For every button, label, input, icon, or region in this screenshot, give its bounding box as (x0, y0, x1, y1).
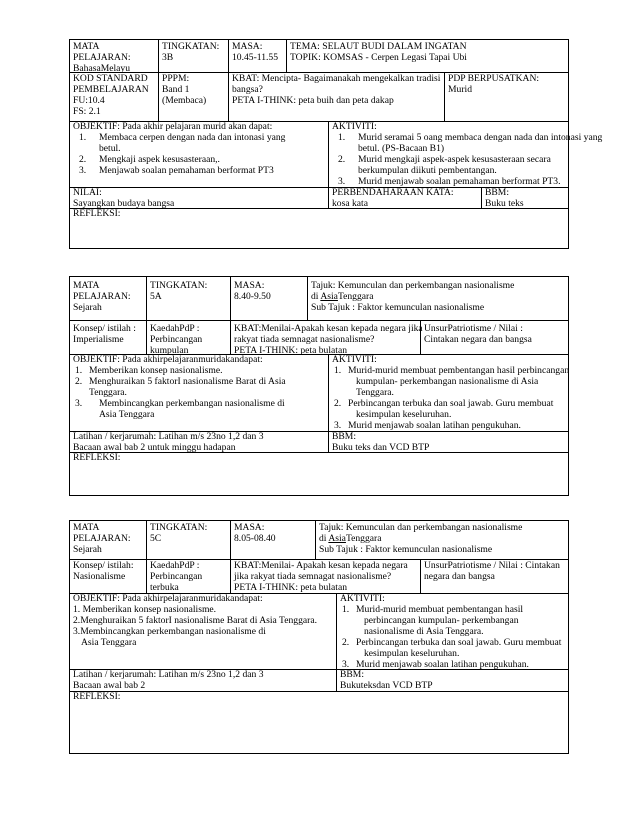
patriot-cell (421, 560, 570, 593)
text-line: Murid menjawab soalan latihan pengukuhan. (356, 659, 529, 670)
text-line: PPPM: (162, 73, 190, 84)
text-line: KOD STANDARD (73, 73, 148, 84)
text-line: di (319, 533, 329, 544)
text-line: kumpulan (150, 345, 189, 356)
text-line: Tenggara (337, 291, 374, 302)
text-line: UnsurPatriotisme / Nilai : (424, 323, 523, 334)
text-line: Menghuraikan 5 faktorI nasionalisme Barat di Asia (89, 376, 286, 387)
text-line: Murid mengkaji aspek-aspek kesusasteraan secara (358, 154, 551, 165)
list-item (332, 132, 603, 154)
text-line: 2. (338, 154, 346, 165)
text-line: AKTIVITI: (332, 121, 377, 132)
text-line: Buku teks (485, 198, 524, 209)
text-line: KBAT:Menilai- Apakah kesan kepada negara (234, 560, 408, 571)
text-line: Membincangkan perkembangan nasionalisme di (99, 398, 285, 409)
text-line: Asia Tenggara (81, 637, 137, 648)
text-line: MATA (73, 41, 100, 52)
text-line: 3. (334, 420, 342, 431)
text-line: PETA I-THINK: peta bulatan (234, 582, 347, 593)
text-line: 2. (75, 376, 83, 387)
homework-cell (70, 669, 336, 691)
text-line: Perbincangan (150, 571, 203, 582)
method-cell (147, 560, 230, 593)
text-line: Imperialisme (73, 334, 124, 345)
text-line: REFLEKSI: (73, 691, 121, 702)
text-line: 1. (334, 365, 342, 376)
topic-cell (308, 277, 570, 320)
text-line: 3. (79, 165, 87, 176)
text-line: Band 1 (162, 84, 190, 95)
text-line: OBJEKTIF: Pada akhir pelajaran murid akan dapat: (73, 121, 273, 132)
lesson-plan-3 (69, 520, 569, 754)
list-item (73, 132, 325, 154)
objectives-cell (70, 593, 336, 669)
text-line: PETA I-THINK: peta buih dan peta dakap (232, 95, 394, 106)
activities-cell (329, 121, 603, 187)
text-line: di (311, 291, 321, 302)
text-line: Tenggara. (89, 387, 127, 398)
time-cell (231, 277, 307, 320)
text-line: Konsep/ istilah: (73, 560, 134, 571)
text-line: BBM: (485, 187, 509, 198)
text-line: REFLEKSI: (73, 208, 121, 219)
text-line: terbuka (150, 582, 179, 593)
text-line: Sejarah (73, 302, 102, 313)
text-line: Membaca cerpen dengan nada dan intonasi yang (99, 132, 286, 143)
text-line: 1. (342, 604, 350, 615)
text-line: PEMBELAJARAN (73, 84, 149, 95)
subject-cell (70, 521, 146, 559)
text-line: Perbincangan (150, 334, 203, 345)
text-line: Murid-murid membuat pembentangan hasil perbincangan (348, 365, 570, 376)
text-line: negara dan bangsa (424, 571, 495, 582)
text-line: 3. (338, 176, 346, 187)
pdp-cell (445, 73, 570, 121)
text-line: Sub Tajuk : Faktor kemunculan nasionalisme (311, 302, 485, 313)
level-cell (147, 521, 230, 559)
text-line: BBM: (340, 669, 364, 680)
standard-cell (70, 73, 158, 121)
objectives-cell (70, 121, 328, 187)
text-line: Asia Tenggara (99, 409, 155, 420)
text-line: Tajuk: Kemunculan dan perkembangan nasionalisme (319, 522, 523, 533)
text-line: 1. Memberikan konsep nasionalisme. (73, 604, 217, 615)
text-line: PDP BERPUSATKAN: (448, 73, 540, 84)
text-line: KBAT:Menilai-Apakah kesan kepada negara jika (234, 323, 423, 334)
bbm-cell (329, 431, 570, 452)
text-line: Murid (448, 84, 472, 95)
reflection-cell (70, 452, 570, 495)
text-line: KBAT: Mencipta- Bagaimanakah mengekalkan tradisi (232, 73, 441, 84)
text-line: TOPIK: KOMSAS - Cerpen Legasi Tapai Ubi (290, 52, 467, 63)
text-line: kesimpulan keseluruhan. (356, 409, 452, 420)
text-line: Buku teks dan VCD BTP (332, 442, 430, 453)
text-line: Sub Tajuk : Faktor kemunculan nasionalisme (319, 544, 493, 555)
text-line: 2.Menghuraikan 5 faktorI nasionalisme Barat di Asia Tenggara. (73, 615, 317, 626)
vocab-cell (329, 187, 481, 208)
reflection-cell (70, 691, 570, 753)
text-line: TINGKATAN: (150, 280, 208, 291)
text-line: MASA: (234, 280, 265, 291)
pppm-cell (159, 73, 228, 121)
reflection-cell (70, 208, 570, 248)
list-item (340, 604, 567, 637)
text-line: Perbincangan terbuka dan soal jawab. Guru membuat (348, 398, 554, 409)
text-line: perbincangan kumpulan- perkembangan (364, 615, 519, 626)
text-line: bangsa? (232, 84, 263, 95)
text-line: rakyat tiada semnagat nasionalisme? (234, 334, 375, 345)
objectives-cell (70, 354, 328, 431)
homework-cell (70, 431, 328, 452)
text-line: Mengkaji aspek kesusasteraan,. (99, 154, 220, 165)
text-line: REFLEKSI: (73, 452, 121, 463)
text-line: jika rakyat tiada semnagat nasionalisme? (234, 571, 392, 582)
text-line: Asia (320, 291, 338, 302)
kbat-cell (231, 560, 420, 593)
time-cell (231, 521, 315, 559)
text-line: Murid seramai 5 oang membaca dengan nada dan intonasi yang (358, 132, 603, 143)
text-line: Menjawab soalan pemahaman berformat PT3 (99, 165, 274, 176)
text-line: Nasionalisme (73, 571, 126, 582)
bbm-cell (482, 187, 570, 208)
text-line: kesimpulan keseluruhan. (364, 648, 460, 659)
text-line: nasionalisme di Asia Tenggara. (364, 626, 484, 637)
text-line: Murid-murid membuat pembentangan hasil (356, 604, 524, 615)
list-item (73, 165, 325, 176)
text-line: Sejarah (73, 544, 102, 555)
lesson-plan-2 (69, 276, 569, 496)
text-line: KaedahPdP : (150, 560, 200, 571)
text-line: NILAI: (73, 187, 102, 198)
time-cell (229, 40, 286, 72)
text-line: betul. (99, 143, 121, 154)
text-line: 8.05-08.40 (234, 533, 276, 544)
text-line: MATA (73, 280, 100, 291)
text-line: Murid menjawab soalan pemahaman berformat PT3. (358, 176, 561, 187)
text-line: 3B (162, 52, 174, 63)
text-line: 1. (338, 132, 346, 143)
text-line: 3. (342, 659, 350, 670)
text-line: OBJEKTIF: Pada akhirpelajaranmuridakandapat: (73, 593, 263, 604)
text-line: UnsurPatriotisme / Nilai : Cintakan (424, 560, 560, 571)
text-line: 8.40-9.50 (234, 291, 271, 302)
text-line: 2. (79, 154, 87, 165)
text-line: MASA: (232, 41, 263, 52)
text-line: 5A (150, 291, 162, 302)
text-line: berkumpulan diikuti pembentangan. (358, 165, 497, 176)
text-line: Cintakan negara dan bangsa (424, 334, 532, 345)
text-line: 1. (79, 132, 87, 143)
text-line: FU:10.4 (73, 95, 105, 106)
text-line: Murid menjawab soalan latihan pengukuhan. (348, 420, 521, 431)
text-line: Tajuk: Kemunculan dan perkembangan nasionalisme (311, 280, 515, 291)
text-line: BBM: (332, 431, 356, 442)
text-line: MASA: (234, 522, 265, 533)
text-line: Bacaan awal bab 2 untuk minggu hadapan (73, 442, 236, 453)
topic-cell (316, 521, 570, 559)
kbat-cell (229, 73, 444, 121)
list-item (73, 154, 325, 165)
text-line: PELAJARAN: (73, 291, 131, 302)
text-line: Tenggara (345, 533, 382, 544)
text-line: kosa kata (332, 198, 368, 209)
list-item (73, 365, 325, 376)
text-line: Sayangkan budaya bangsa (73, 198, 175, 209)
text-line: AKTIVITI: (332, 354, 377, 365)
concept-cell (70, 321, 146, 354)
text-line: Konsep/ istilah : (73, 323, 136, 334)
text-line: BahasaMelayu (73, 63, 131, 74)
list-item (340, 637, 567, 659)
text-line: Asia (328, 533, 346, 544)
text-line: betul. (PS-Bacaan B1) (358, 143, 445, 154)
text-line: PELAJARAN: (73, 52, 131, 63)
text-line: Bacaan awal bab 2 (73, 680, 146, 691)
text-line: 3.Membincangkan perkembangan nasionalisme di (73, 626, 266, 637)
concept-cell (70, 560, 146, 593)
list-item (332, 176, 567, 187)
values-cell (70, 187, 328, 208)
list-item (332, 398, 567, 420)
text-line: 2. (342, 637, 350, 648)
kbat-cell (231, 321, 423, 356)
text-line: Tenggara. (356, 387, 394, 398)
list-item (332, 154, 567, 176)
level-cell (159, 40, 228, 72)
subject-cell (70, 277, 146, 320)
activities-cell (337, 593, 570, 669)
text-line: (Membaca) (162, 95, 207, 106)
text-line: Memberikan konsep nasionalisme. (89, 365, 223, 376)
text-line: KaedahPdP : (150, 323, 200, 334)
text-line: Latihan / kerjarumah: Latihan m/s 23no 1,2 dan 3 (73, 669, 264, 680)
text-line: 1. (75, 365, 83, 376)
theme-cell (287, 40, 570, 72)
text-line: 5C (150, 533, 162, 544)
list-item (332, 365, 570, 398)
text-line: TINGKATAN: (162, 41, 220, 52)
list-item (73, 376, 325, 398)
text-line: PELAJARAN: (73, 533, 131, 544)
text-line: TINGKATAN: (150, 522, 208, 533)
text-line: Perbincangan terbuka dan soal jawab. Guru membuat (356, 637, 562, 648)
activities-cell (329, 354, 570, 431)
text-line: Bukuteksdan VCD BTP (340, 680, 433, 691)
text-line: 10.45-11.55 (232, 52, 279, 63)
text-line: 2. (334, 398, 342, 409)
list-item (73, 398, 325, 420)
text-line: OBJEKTIF: Pada akhirpelajaranmuridakandapat: (73, 354, 263, 365)
subject-cell (70, 40, 158, 72)
text-line: FS: 2.1 (73, 106, 101, 117)
text-line: PETA I-THINK: peta bulatan (234, 345, 347, 356)
lesson-plan-1 (69, 39, 603, 249)
list-item (332, 420, 567, 431)
level-cell (147, 277, 230, 320)
text-line: AKTIVITI: (340, 593, 385, 604)
text-line: TEMA: SELAUT BUDI DALAM INGATAN (290, 41, 467, 52)
text-line: 3. (75, 398, 83, 409)
text-line: MATA (73, 522, 100, 533)
patriot-cell (421, 321, 570, 354)
method-cell (147, 321, 230, 354)
text-line: Latihan / kerjarumah: Latihan m/s 23no 1,2 dan 3 (73, 431, 264, 442)
text-line: PERBENDAHARAAN KATA: (332, 187, 454, 198)
text-line: kumpulan- perkembangan nasionalisme di Asia (356, 376, 539, 387)
bbm-cell (337, 669, 570, 691)
